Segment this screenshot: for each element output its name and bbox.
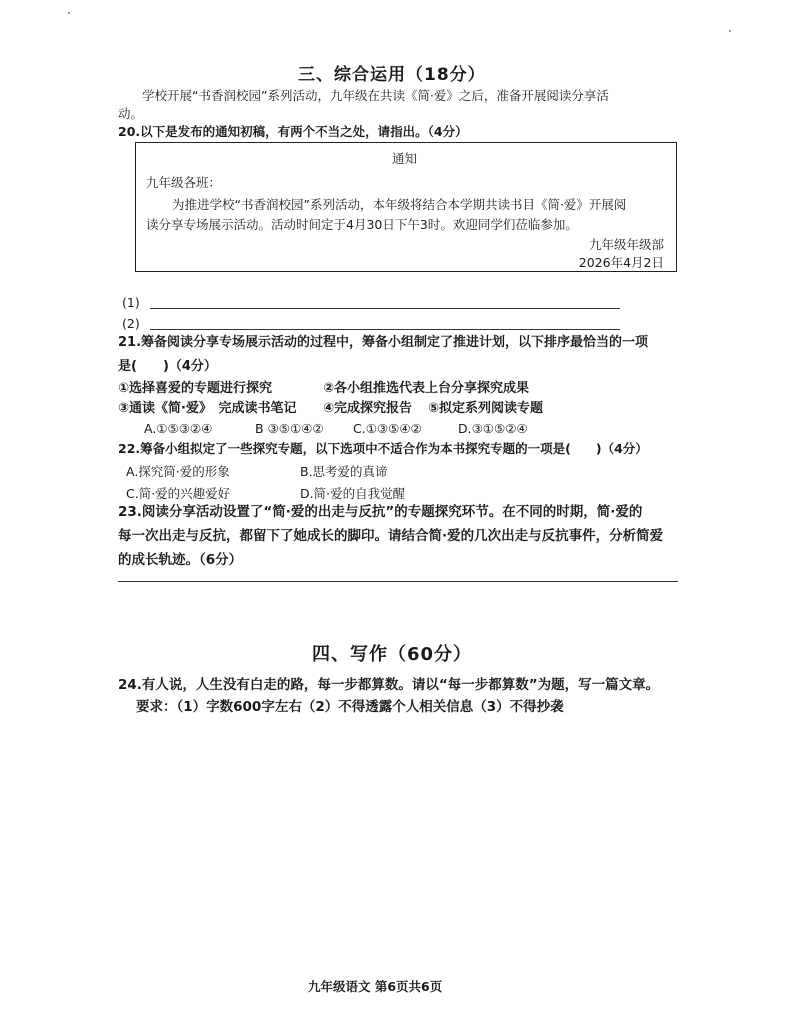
section3-intro-line1: 学校开展“书香润校园”系列活动，九年级在共读《简·爱》之后，准备开展阅读分享活 [142,88,609,103]
notice-title: 通知 [392,151,418,166]
q20-answer-line-2[interactable] [150,329,620,330]
q21-stem-line1: 21.筹备阅读分享专场展示活动的过程中，筹备小组制定了推进计划，以下排序最恰当的一项 [118,335,649,350]
q23-line1: 23.阅读分享活动设置了“简·爱的出走与反抗”的专题探究环节。在不同的时期，简·爱的 [118,504,643,520]
q21-stem-line2: 是( )（4分） [118,359,217,374]
q21-item-3: ③通读《简·爱》 完成读书笔记 [118,401,297,416]
q21-item-1: ①选择喜爱的专题进行探究 [118,381,273,396]
notice-body-line2: 读分享专场展示活动。活动时间定于4月30日下午3时。欢迎同学们莅临参加。 [146,217,578,232]
notice-box [135,142,677,272]
notice-body-line1: 为推进学校“书香润校园”系列活动，本年级将结合本学期共读书目《简·爱》开展阅 [172,197,627,212]
q20-answer-line-1[interactable] [150,308,620,309]
scan-speck [68,12,70,14]
q22-option-b[interactable]: B.思考爱的真谛 [300,464,388,479]
q20-blank2-label: (2) [122,316,140,331]
section3-intro-line2: 动。 [118,106,144,121]
q23-answer-line[interactable] [118,581,678,582]
q23-line2: 每一次出走与反抗，都留下了她成长的脚印。请结合简·爱的几次出走与反抗事件，分析简爱 [118,528,664,544]
q22-option-a[interactable]: A.探究简·爱的形象 [126,464,230,479]
notice-salutation: 九年级各班： [146,175,222,190]
q21-option-b[interactable]: B ③⑤①④② [255,421,324,436]
notice-signature: 九年级年级部 [588,237,664,252]
q22-stem: 22.筹备小组拟定了一些探究专题，以下选项中不适合作为本书探究专题的一项是( )（4分） [118,441,648,456]
q24-line1: 24.有人说，人生没有白走的路，每一步都算数。请以“每一步都算数”为题，写一篇文章。 [118,677,660,693]
section4-title: 四、写作（60分） [312,644,473,665]
q22-option-d[interactable]: D.简·爱的自我觉醒 [300,486,406,501]
q21-option-d[interactable]: D.③①⑤②④ [458,421,528,436]
q21-option-a[interactable]: A.①⑤③②④ [144,421,213,436]
notice-date: 2026年4月2日 [578,255,664,270]
q20-blank1-label: (1) [122,295,140,310]
section3-title: 三、综合运用（18分） [298,65,486,85]
q21-item-5: ⑤拟定系列阅读专题 [428,401,544,416]
q20-stem: 20.以下是发布的通知初稿，有两个不当之处，请指出。（4分） [118,124,468,139]
q21-item-2: ②各小组推选代表上台分享探究成果 [323,381,530,396]
q21-option-c[interactable]: C.①③⑤④② [353,421,422,436]
scan-speck [729,30,731,32]
q23-line3: 的成长轨迹。（6分） [118,552,243,568]
q24-requirements: 要求：（1）字数600字左右（2）不得透露个人相关信息（3）不得抄袭 [136,699,564,715]
page-footer: 九年级语文 第6页共6页 [308,979,443,994]
q22-option-c[interactable]: C.简·爱的兴趣爱好 [126,486,231,501]
q21-item-4: ④完成探究报告 [323,401,413,416]
